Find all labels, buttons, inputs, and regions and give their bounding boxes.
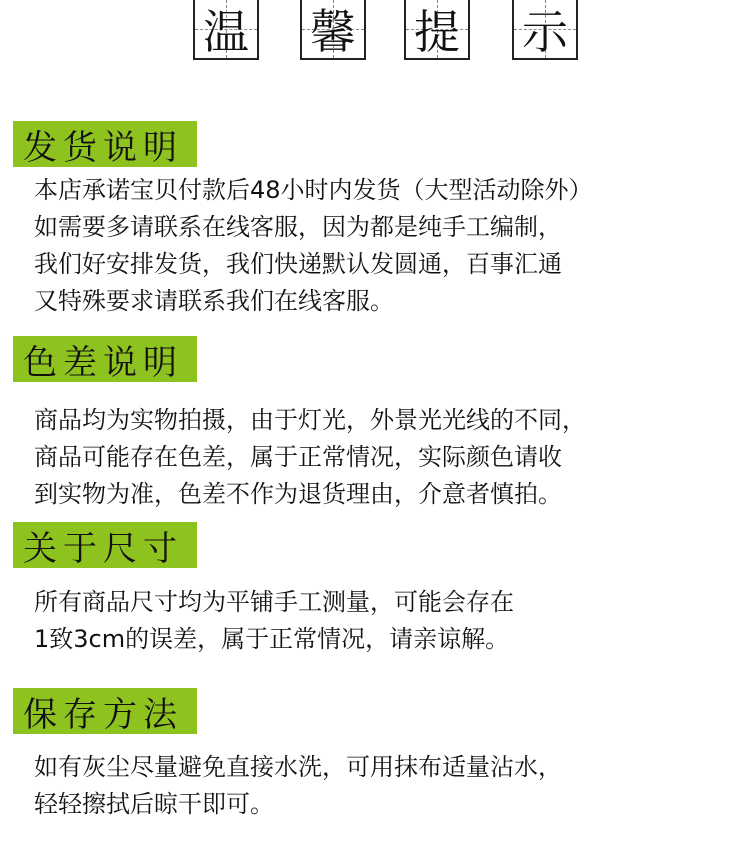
title-char-box [404,0,470,60]
page-title [0,0,750,62]
section-heading-label: 发货说明 [23,127,183,168]
text-line: 又特殊要求请联系我们在线客服。 [34,287,394,315]
section-body-shipping [34,172,734,320]
text-line: 商品均为实物拍摄，由于灯光，外景光光线的不同， [34,406,586,434]
title-char: 提 [414,5,460,59]
text-line: 轻轻擦拭后晾干即可。 [34,790,274,818]
section-heading-size [13,522,197,568]
title-char-box [193,0,259,60]
text-line: 1致3cm的误差，属于正常情况，请亲谅解。 [34,625,510,653]
section-heading-label: 保存方法 [23,694,183,735]
section-body-care [34,749,734,823]
title-char: 示 [522,5,568,59]
text-line: 如需要多请联系在线客服，因为都是纯手工编制， [34,213,562,241]
section-heading-label: 关于尺寸 [23,528,183,569]
text-line: 我们好安排发货，我们快递默认发圆通，百事汇通 [34,250,562,278]
text-line: 本店承诺宝贝付款后48小时内发货（大型活动除外） [34,176,593,204]
text-line: 商品可能存在色差，属于正常情况，实际颜色请收 [34,443,562,471]
section-body-size [34,584,734,658]
section-heading-label: 色差说明 [23,342,183,383]
text-line: 到实物为准，色差不作为退货理由，介意者慎拍。 [34,480,562,508]
section-heading-care [13,688,197,734]
title-char-box [300,0,366,60]
section-heading-shipping [13,121,197,167]
title-char-box [512,0,578,60]
section-body-color-difference [34,402,734,513]
title-char: 温 [203,5,249,59]
text-line: 所有商品尺寸均为平铺手工测量，可能会存在 [34,588,514,616]
text-line: 如有灰尘尽量避免直接水洗，可用抹布适量沾水， [34,753,562,781]
title-char: 馨 [310,5,356,59]
section-heading-color-difference [13,336,197,382]
